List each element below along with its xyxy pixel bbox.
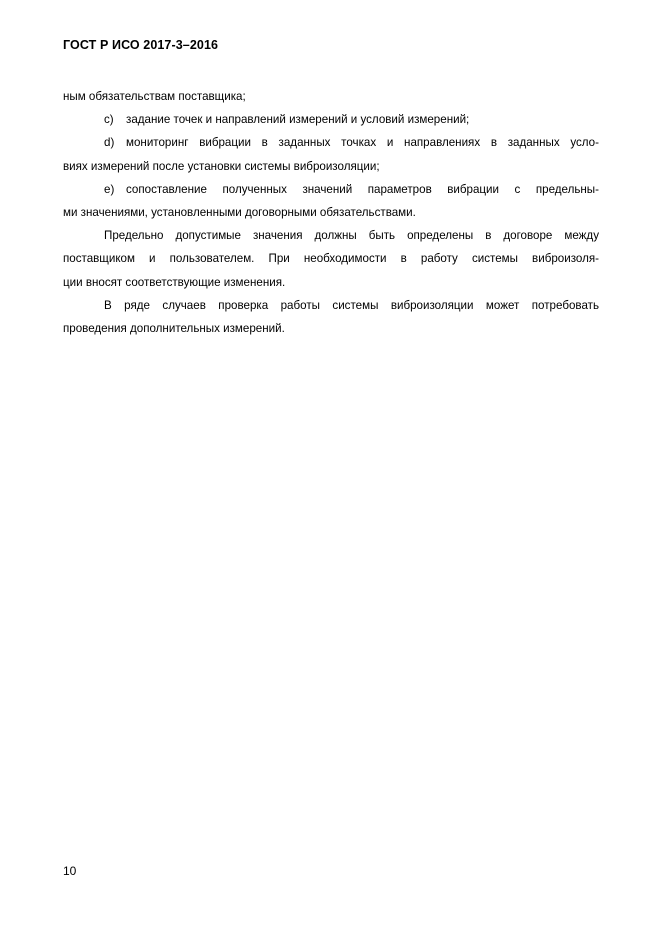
paragraph-1-line-3: ции вносят соответствующие изменения. xyxy=(63,275,286,289)
paragraph-1-line-2: поставщиком и пользователем. При необходимости в работу системы виброизоля- xyxy=(63,252,599,266)
list-item-c-text: задание точек и направлений измерений и условий измерений; xyxy=(126,113,470,127)
list-item-e-text-2: ми значениями, установленными договорными обязательствами. xyxy=(63,205,416,219)
list-item-e xyxy=(63,178,599,201)
document-header: ГОСТ Р ИСО 2017-3–2016 xyxy=(63,38,219,52)
list-item-e-text-1: сопоставление полученных значений параметров вибрации с предельны- xyxy=(126,182,599,196)
paragraph-1-line-1: Предельно допустимые значения должны быть определены в договоре между xyxy=(104,229,599,243)
list-item-d-text-1: мониторинг вибрации в заданных точках и направлениях в заданных усло- xyxy=(126,136,599,150)
list-item-d-text-2: виях измерений после установки системы виброизоляции; xyxy=(63,159,380,173)
list-item-d xyxy=(63,131,599,154)
page-number: 10 xyxy=(63,864,77,878)
paragraph-2-line-1: В ряде случаев проверка работы системы виброизоляции может потребовать xyxy=(104,298,599,312)
document-body xyxy=(63,85,599,340)
list-marker-d: d) xyxy=(104,136,115,150)
paragraph-2-line-2: проведения дополнительных измерений. xyxy=(63,321,285,335)
list-marker-c: c) xyxy=(104,113,114,127)
body-line: ным обязательствам поставщика; xyxy=(63,90,246,103)
list-marker-e: e) xyxy=(104,182,115,196)
list-item-c xyxy=(63,108,599,131)
